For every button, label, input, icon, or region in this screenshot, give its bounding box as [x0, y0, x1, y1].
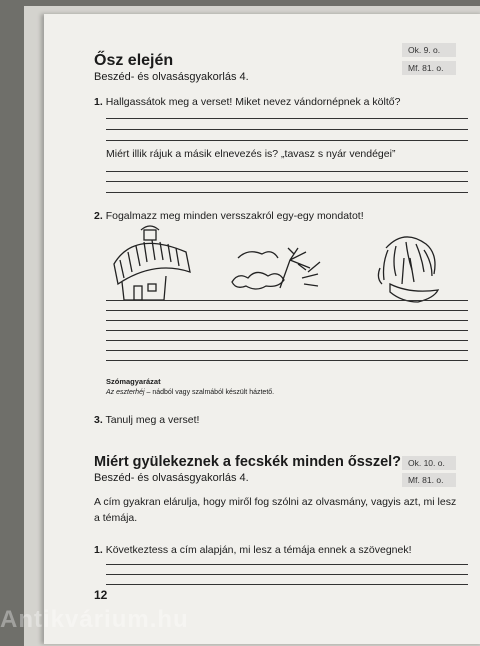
answer-line[interactable] — [106, 300, 468, 301]
windy-tree-icon — [228, 238, 328, 296]
section2-subtitle: Beszéd- és olvasásgyakorlás 4. — [94, 472, 249, 484]
section2-intro-line1: A cím gyakran elárulja, hogy miről fog szólni az olvasmány, vagyis azt, mi lesz — [94, 496, 457, 508]
answer-line[interactable] — [106, 310, 468, 311]
answer-line[interactable] — [106, 140, 468, 141]
answer-line[interactable] — [106, 350, 468, 351]
section1-ref-ok: Ok. 9. o. — [402, 43, 456, 57]
answer-line[interactable] — [106, 340, 468, 341]
workbook-page — [44, 14, 480, 644]
section1-question: Miért illik rájuk a másik elnevezés is? „tavasz s nyár vendégei” — [106, 148, 396, 160]
task-text: Tanulj meg a verset! — [105, 414, 200, 426]
section1-task2 — [94, 210, 364, 222]
section2-ref-mf: Mf. 81. o. — [402, 473, 456, 487]
glossary-definition: – nádból vagy szalmából készült háztető. — [144, 389, 275, 396]
answer-line[interactable] — [106, 330, 468, 331]
answer-line[interactable] — [106, 584, 468, 585]
section1-task1 — [94, 96, 400, 108]
section2-intro-line2: a témája. — [94, 512, 138, 524]
glossary-heading: Szómagyarázat — [106, 377, 161, 386]
task-text: Hallgassátok meg a verset! Miket nevez vándornépnek a költő? — [105, 96, 401, 108]
section2-ref-ok: Ok. 10. o. — [402, 456, 456, 470]
section1-ref-mf: Mf. 81. o. — [402, 61, 456, 75]
thatched-roof-icon — [104, 224, 198, 302]
answer-line[interactable] — [106, 360, 468, 361]
section1-subtitle: Beszéd- és olvasásgyakorlás 4. — [94, 71, 249, 83]
page-number: 12 — [94, 588, 108, 602]
answer-line[interactable] — [106, 118, 468, 119]
section1-task3 — [94, 414, 199, 426]
answer-line[interactable] — [106, 171, 468, 172]
task-number: 1. — [94, 96, 103, 108]
answer-line[interactable] — [106, 192, 468, 193]
section2-task1 — [94, 544, 412, 556]
section1-title: Ősz elején — [94, 52, 174, 69]
answer-line[interactable] — [106, 574, 468, 575]
weeping-willow-icon — [366, 228, 442, 306]
glossary-word: Az eszterhéj — [106, 389, 145, 396]
task-text: Következtess a cím alapján, mi lesz a témája ennek a szövegnek! — [105, 544, 412, 556]
watermark: Antikvárium.hu — [0, 606, 189, 633]
task-number: 1. — [94, 544, 103, 556]
answer-line[interactable] — [106, 320, 468, 321]
task-number: 3. — [94, 414, 103, 426]
glossary-entry — [106, 389, 274, 396]
task-text: Fogalmazz meg minden versszakról egy-egy mondatot! — [105, 210, 364, 222]
task-number: 2. — [94, 210, 103, 222]
answer-line[interactable] — [106, 181, 468, 182]
answer-line[interactable] — [106, 564, 468, 565]
answer-line[interactable] — [106, 129, 468, 130]
section2-title: Miért gyülekeznek a fecskék minden ősszel? — [94, 454, 402, 470]
